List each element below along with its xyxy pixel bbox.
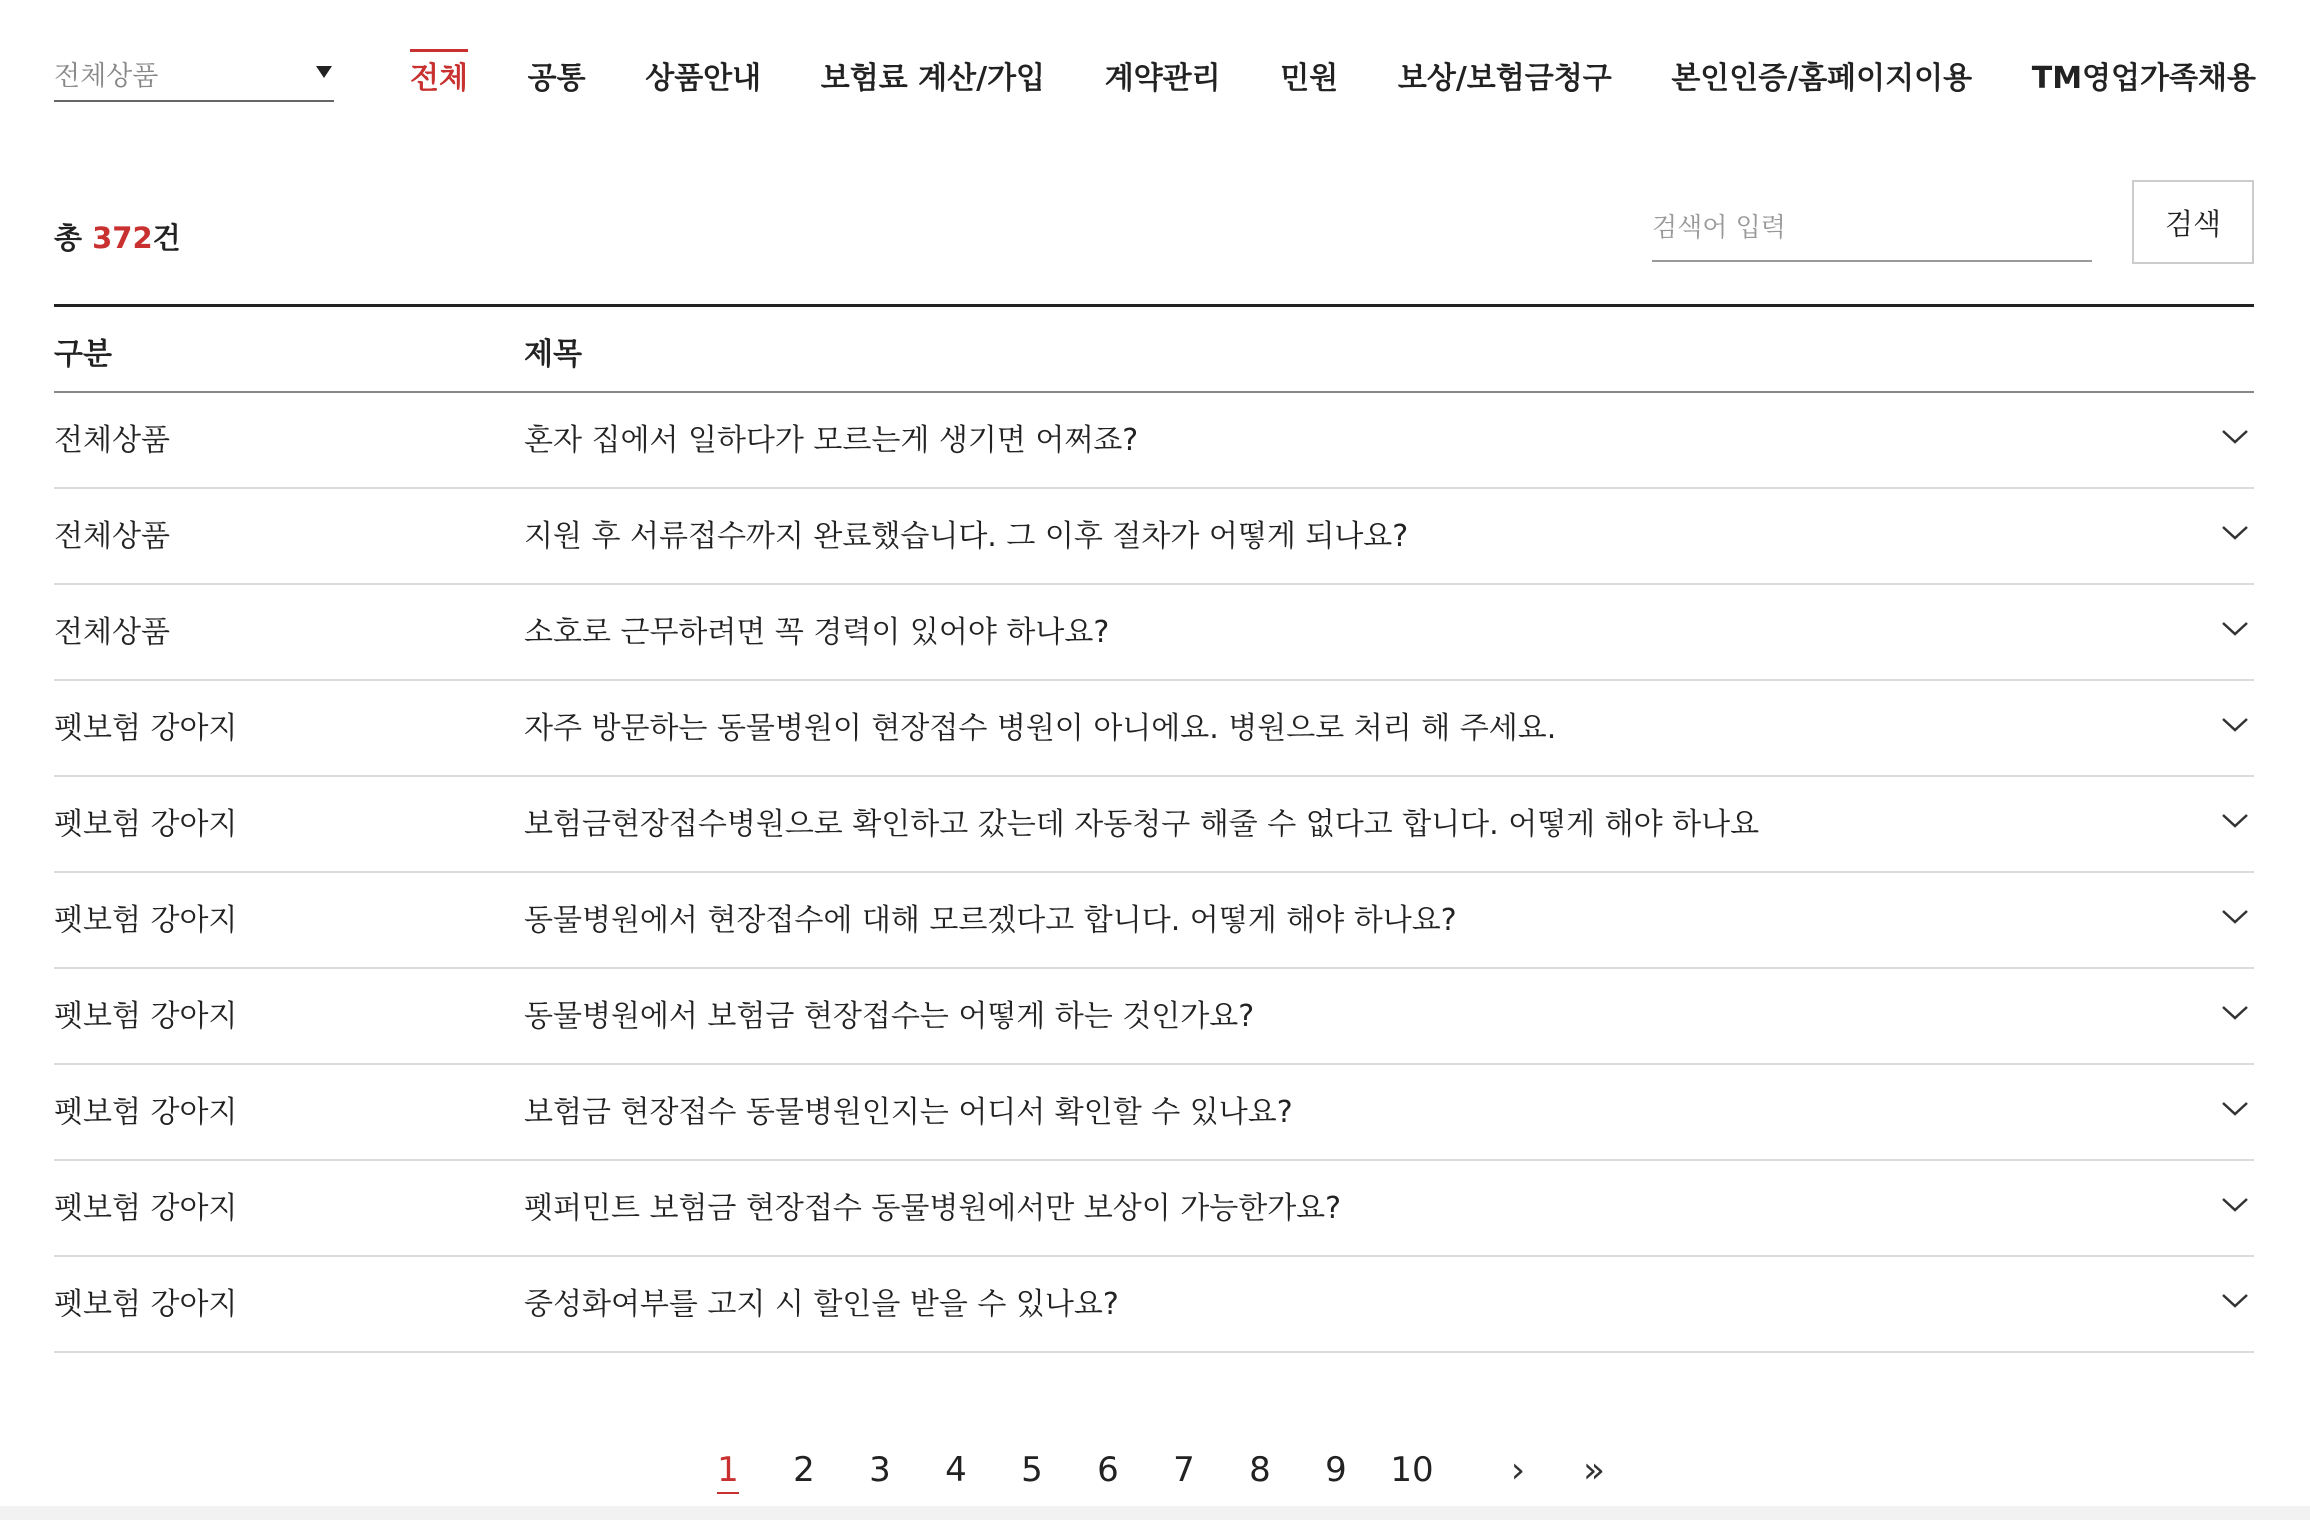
row-title: 동물병원에서 현장접수에 대해 모르겠다고 합니다. 어떻게 해야 하나요? bbox=[524, 903, 1457, 938]
tab-common[interactable]: 공통 bbox=[527, 61, 586, 96]
caret-down-icon bbox=[316, 66, 332, 78]
result-count-suffix: 건 bbox=[152, 221, 181, 255]
tab-all[interactable]: 전체 bbox=[410, 33, 468, 107]
chevron-down-icon[interactable] bbox=[2220, 805, 2250, 835]
page-link-1[interactable] bbox=[690, 1450, 766, 1490]
bottom-divider bbox=[0, 1506, 2310, 1520]
row-title: 혼자 집에서 일하다가 모르는게 생기면 어쩌죠? bbox=[524, 423, 1139, 458]
row-category: 펫보험 강아지 bbox=[54, 1287, 238, 1322]
chevron-down-icon[interactable] bbox=[2220, 613, 2250, 643]
chevron-down-icon[interactable] bbox=[2220, 997, 2250, 1027]
row-category: 전체상품 bbox=[54, 615, 170, 650]
row-title: 동물병원에서 보험금 현장접수는 어떻게 하는 것인가요? bbox=[524, 999, 1255, 1034]
tab-product-info[interactable]: 상품안내 bbox=[645, 61, 762, 96]
row-category: 전체상품 bbox=[54, 519, 170, 554]
row-title: 지원 후 서류접수까지 완료했습니다. 그 이후 절차가 어떻게 되나요? bbox=[524, 519, 1409, 554]
chevron-down-icon[interactable] bbox=[2220, 421, 2250, 451]
tab-tm-recruiting[interactable]: TM영업가족채용 bbox=[2031, 61, 2256, 96]
table-row[interactable] bbox=[54, 1257, 2254, 1353]
table-row[interactable] bbox=[54, 681, 2254, 777]
table-row[interactable] bbox=[54, 1065, 2254, 1161]
row-category: 펫보험 강아지 bbox=[54, 807, 238, 842]
last-page-icon[interactable]: » bbox=[1582, 1449, 1606, 1491]
tab-premium-calc-signup[interactable]: 보험료 계산/가입 bbox=[820, 61, 1046, 96]
table-row[interactable] bbox=[54, 489, 2254, 585]
row-category: 펫보험 강아지 bbox=[54, 1191, 238, 1226]
row-category: 펫보험 강아지 bbox=[54, 999, 238, 1034]
row-category: 펫보험 강아지 bbox=[54, 903, 238, 938]
top-bar bbox=[54, 30, 2256, 110]
page-link-3[interactable]: 3 bbox=[869, 1450, 891, 1490]
chevron-down-icon[interactable] bbox=[2220, 517, 2250, 547]
product-category-value: 전체상품 bbox=[54, 61, 159, 92]
page-number: 1 bbox=[717, 1450, 739, 1494]
page-link-2[interactable]: 2 bbox=[793, 1450, 815, 1490]
chevron-down-icon[interactable] bbox=[2220, 901, 2250, 931]
page-link-7[interactable]: 7 bbox=[1173, 1450, 1195, 1490]
row-title: 자주 방문하는 동물병원이 현장접수 병원이 아니에요. 병원으로 처리 해 주세요. bbox=[524, 711, 1557, 746]
page-link-4[interactable]: 4 bbox=[945, 1450, 967, 1490]
page-link-5[interactable]: 5 bbox=[1021, 1450, 1043, 1490]
result-count-prefix: 총 bbox=[54, 221, 93, 255]
result-count bbox=[54, 216, 181, 257]
table-row[interactable] bbox=[54, 393, 2254, 489]
table-row[interactable] bbox=[54, 777, 2254, 873]
search-input[interactable] bbox=[1652, 196, 2092, 262]
chevron-down-icon[interactable] bbox=[2220, 709, 2250, 739]
tab-authentication-website[interactable]: 본인인증/홈페이지이용 bbox=[1671, 61, 1973, 96]
row-title: 소호로 근무하려면 꼭 경력이 있어야 하나요? bbox=[524, 615, 1110, 650]
tab-contract-management[interactable]: 계약관리 bbox=[1104, 61, 1221, 96]
faq-category-tabs bbox=[410, 30, 2256, 110]
table-header bbox=[54, 307, 2254, 393]
table-row[interactable] bbox=[54, 873, 2254, 969]
row-title: 펫퍼민트 보험금 현장접수 동물병원에서만 보상이 가능한가요? bbox=[524, 1191, 1342, 1226]
result-count-number: 372 bbox=[92, 221, 153, 255]
page-link-6[interactable]: 6 bbox=[1097, 1450, 1119, 1490]
header-title: 제목 bbox=[524, 337, 582, 372]
tab-claims[interactable]: 보상/보험금청구 bbox=[1397, 61, 1612, 96]
faq-table bbox=[54, 304, 2254, 1353]
row-title: 보험금 현장접수 동물병원인지는 어디서 확인할 수 있나요? bbox=[524, 1095, 1293, 1130]
search-button[interactable]: 검색 bbox=[2132, 180, 2254, 264]
table-row[interactable] bbox=[54, 585, 2254, 681]
tab-complaints[interactable]: 민원 bbox=[1280, 61, 1339, 96]
next-page-icon[interactable]: › bbox=[1510, 1449, 1526, 1491]
header-category: 구분 bbox=[54, 337, 112, 372]
product-category-select[interactable] bbox=[54, 40, 334, 102]
chevron-down-icon[interactable] bbox=[2220, 1189, 2250, 1219]
row-category: 펫보험 강아지 bbox=[54, 711, 238, 746]
page-link-9[interactable]: 9 bbox=[1325, 1450, 1347, 1490]
pagination bbox=[690, 1440, 1632, 1500]
row-category: 펫보험 강아지 bbox=[54, 1095, 238, 1130]
page-link-8[interactable]: 8 bbox=[1249, 1450, 1271, 1490]
table-row[interactable] bbox=[54, 1161, 2254, 1257]
row-category: 전체상품 bbox=[54, 423, 170, 458]
page-link-10[interactable]: 10 bbox=[1390, 1450, 1434, 1490]
chevron-down-icon[interactable] bbox=[2220, 1285, 2250, 1315]
row-title: 중성화여부를 고지 시 할인을 받을 수 있나요? bbox=[524, 1287, 1119, 1322]
table-row[interactable] bbox=[54, 969, 2254, 1065]
row-title: 보험금현장접수병원으로 확인하고 갔는데 자동청구 해줄 수 없다고 합니다. 어떻게 해야 하나요 bbox=[524, 807, 1760, 842]
chevron-down-icon[interactable] bbox=[2220, 1093, 2250, 1123]
